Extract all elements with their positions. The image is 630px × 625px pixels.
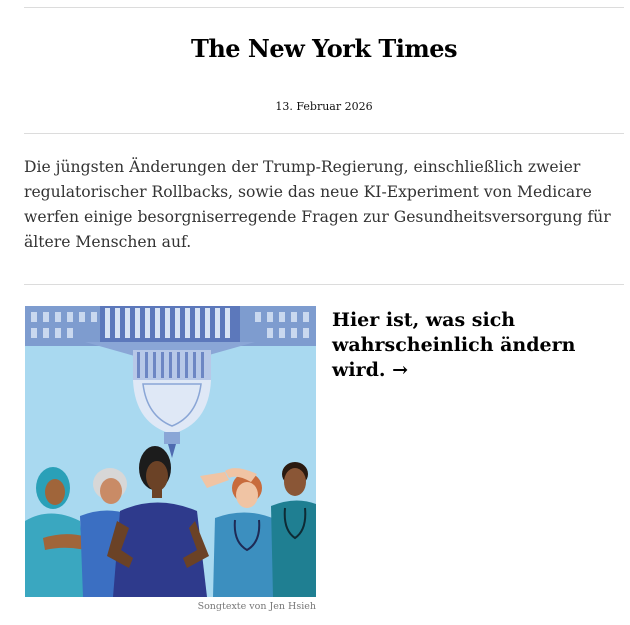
drum-columns (137, 352, 204, 378)
face-right (284, 468, 306, 496)
face-center (146, 461, 168, 491)
scrubs-hijab (25, 514, 85, 598)
face-ginger (236, 482, 258, 508)
capitol-healthcare-illustration[interactable] (25, 306, 316, 597)
scrubs-ginger (213, 512, 281, 597)
intro-paragraph: Die jüngsten Änderungen der Trump-Regierung, einschließlich zweier regulatorischer Rollbacks, sowie das neue KI-Experiment von Medicare werfen einige besorgniserregende Fragen zur Gesundheitsversorgung für ältere Menschen auf. (24, 158, 611, 251)
nyt-logo[interactable]: The New York Times (191, 34, 457, 63)
face-older (100, 478, 122, 504)
top-divider (24, 7, 624, 8)
illustration-svg (25, 306, 316, 597)
content-divider (24, 284, 624, 285)
image-credit: Songtexte von Jen Hsieh (197, 601, 316, 612)
dome-lantern (164, 432, 180, 444)
headline-link[interactable]: Hier ist, was sich wahrscheinlich ändern wird. → (332, 309, 576, 381)
header-divider (24, 133, 624, 134)
scrubs-center (113, 503, 207, 598)
face-hijab (45, 479, 65, 505)
scrubs-right (271, 500, 316, 597)
newsletter-date: 13. Februar 2026 (275, 100, 373, 113)
